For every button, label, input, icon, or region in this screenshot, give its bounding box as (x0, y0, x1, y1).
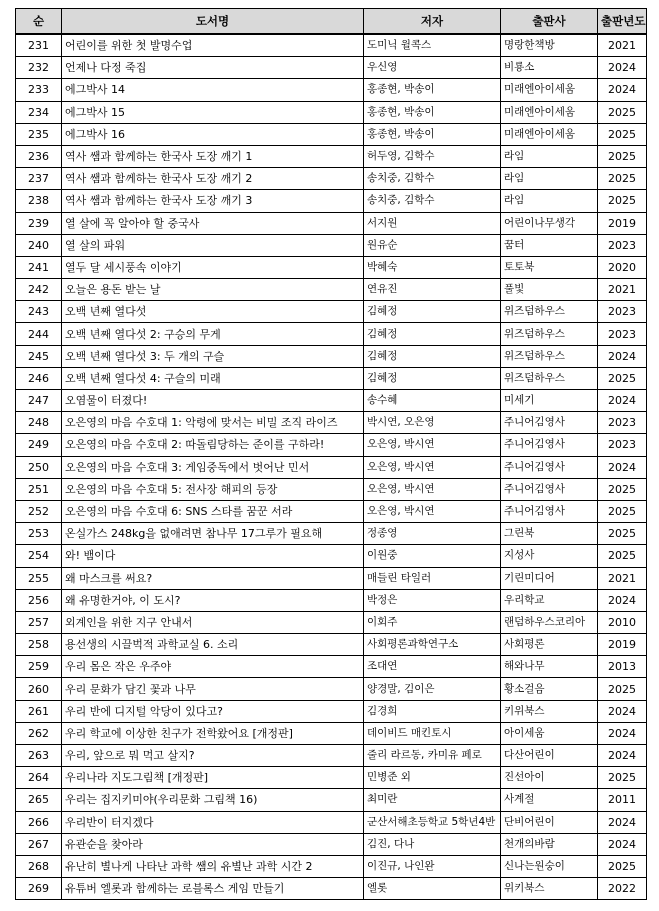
table-row (16, 634, 647, 656)
book-title: 에그박사 14 (62, 79, 364, 101)
table-row (16, 767, 647, 789)
table-row (16, 789, 647, 811)
book-title: 우리, 앞으로 뭐 먹고 살지? (62, 745, 364, 767)
book-author: 이진규, 나인완 (364, 855, 501, 877)
header-year: 출판년도 (598, 9, 647, 35)
book-author: 매들린 타일러 (364, 567, 501, 589)
book-title: 온실가스 248kg을 없애려면 참나무 17그루가 필요해 (62, 523, 364, 545)
book-author: 데이비드 매킨토시 (364, 722, 501, 744)
book-year: 2025 (598, 523, 647, 545)
row-number: 234 (16, 101, 62, 123)
book-publisher: 라임 (501, 168, 598, 190)
book-title: 오백 년째 열다섯 3: 두 개의 구슬 (62, 345, 364, 367)
row-number: 231 (16, 34, 62, 57)
book-title: 열두 달 세시풍속 이야기 (62, 256, 364, 278)
book-publisher: 비룡소 (501, 57, 598, 79)
row-number: 249 (16, 434, 62, 456)
table-row (16, 79, 647, 101)
table-row (16, 190, 647, 212)
table-row (16, 367, 647, 389)
book-author: 줄리 라르동, 카미유 페로 (364, 745, 501, 767)
row-number: 232 (16, 57, 62, 79)
row-number: 236 (16, 145, 62, 167)
book-title: 역사 쌤과 함께하는 한국사 도장 깨기 2 (62, 168, 364, 190)
book-title: 언제나 다정 죽집 (62, 57, 364, 79)
row-number: 233 (16, 79, 62, 101)
book-author: 정종영 (364, 523, 501, 545)
book-author: 오은영, 박시연 (364, 478, 501, 500)
table-row (16, 545, 647, 567)
row-number: 237 (16, 168, 62, 190)
table-row (16, 279, 647, 301)
book-title: 유튜버 엘롯과 함께하는 로블록스 게임 만들기 (62, 878, 364, 900)
book-author: 연유진 (364, 279, 501, 301)
book-author: 도미닉 윌콕스 (364, 34, 501, 57)
table-row (16, 145, 647, 167)
book-author: 허두영, 김학수 (364, 145, 501, 167)
row-number: 263 (16, 745, 62, 767)
table-row (16, 323, 647, 345)
row-number: 267 (16, 833, 62, 855)
book-publisher: 미래엔아이세움 (501, 79, 598, 101)
book-author: 김진, 다나 (364, 833, 501, 855)
book-title: 왜 마스크를 써요? (62, 567, 364, 589)
book-author: 송수혜 (364, 390, 501, 412)
table-row (16, 123, 647, 145)
book-title: 우리반이 터지겠다 (62, 811, 364, 833)
table-row (16, 168, 647, 190)
book-title: 오백 년째 열다섯 (62, 301, 364, 323)
book-author: 조대연 (364, 656, 501, 678)
book-author: 민병준 외 (364, 767, 501, 789)
table-row (16, 256, 647, 278)
book-author: 사회평론과학연구소 (364, 634, 501, 656)
table-row (16, 722, 647, 744)
row-number: 247 (16, 390, 62, 412)
book-year: 2022 (598, 878, 647, 900)
table-row (16, 345, 647, 367)
book-title: 오은영의 마음 수호대 3: 게임중독에서 벗어난 민서 (62, 456, 364, 478)
book-publisher: 미래엔아이세움 (501, 123, 598, 145)
book-publisher: 주니어김영사 (501, 456, 598, 478)
book-publisher: 위즈덤하우스 (501, 323, 598, 345)
book-publisher: 그린북 (501, 523, 598, 545)
book-year: 2024 (598, 79, 647, 101)
table-row (16, 101, 647, 123)
book-publisher: 꿈터 (501, 234, 598, 256)
table-row (16, 855, 647, 877)
row-number: 258 (16, 634, 62, 656)
book-year: 2021 (598, 567, 647, 589)
row-number: 260 (16, 678, 62, 700)
book-author: 김혜정 (364, 367, 501, 389)
book-author: 김혜정 (364, 301, 501, 323)
book-year: 2023 (598, 301, 647, 323)
header-publisher: 출판사 (501, 9, 598, 35)
book-author: 김경희 (364, 700, 501, 722)
book-title: 우리 반에 디지털 악당이 있다고? (62, 700, 364, 722)
book-author: 오은영, 박시연 (364, 434, 501, 456)
book-publisher: 단비어린이 (501, 811, 598, 833)
row-number: 242 (16, 279, 62, 301)
book-year: 2024 (598, 722, 647, 744)
table-row (16, 589, 647, 611)
book-author: 홍종현, 박송이 (364, 101, 501, 123)
row-number: 235 (16, 123, 62, 145)
row-number: 250 (16, 456, 62, 478)
table-body (16, 34, 647, 900)
row-number: 266 (16, 811, 62, 833)
table-row (16, 678, 647, 700)
book-author: 엘롯 (364, 878, 501, 900)
book-year: 2011 (598, 789, 647, 811)
book-publisher: 어린이나무생각 (501, 212, 598, 234)
book-year: 2025 (598, 101, 647, 123)
book-author: 서지원 (364, 212, 501, 234)
book-publisher: 기린미디어 (501, 567, 598, 589)
book-title: 우리나라 지도그림책 [개정판] (62, 767, 364, 789)
row-number: 240 (16, 234, 62, 256)
row-number: 246 (16, 367, 62, 389)
book-title: 열 살의 파워 (62, 234, 364, 256)
book-author: 최미란 (364, 789, 501, 811)
book-year: 2025 (598, 500, 647, 522)
header-title: 도서명 (62, 9, 364, 35)
book-year: 2024 (598, 700, 647, 722)
row-number: 252 (16, 500, 62, 522)
header-row (16, 9, 647, 35)
header-author: 저자 (364, 9, 501, 35)
book-author: 홍종현, 박송이 (364, 79, 501, 101)
book-year: 2024 (598, 589, 647, 611)
row-number: 244 (16, 323, 62, 345)
book-publisher: 위즈덤하우스 (501, 367, 598, 389)
table-row (16, 390, 647, 412)
table-row (16, 745, 647, 767)
book-year: 2021 (598, 34, 647, 57)
row-number: 256 (16, 589, 62, 611)
book-publisher: 미세기 (501, 390, 598, 412)
table-row (16, 523, 647, 545)
book-publisher: 명랑한책방 (501, 34, 598, 57)
book-title: 에그박사 15 (62, 101, 364, 123)
row-number: 238 (16, 190, 62, 212)
row-number: 255 (16, 567, 62, 589)
book-publisher: 황소걸음 (501, 678, 598, 700)
book-year: 2025 (598, 367, 647, 389)
table-row (16, 656, 647, 678)
book-year: 2010 (598, 611, 647, 633)
book-publisher: 아이세움 (501, 722, 598, 744)
book-author: 오은영, 박시연 (364, 500, 501, 522)
book-publisher: 주니어김영사 (501, 478, 598, 500)
row-number: 245 (16, 345, 62, 367)
book-publisher: 풀빛 (501, 279, 598, 301)
table-row (16, 34, 647, 57)
row-number: 259 (16, 656, 62, 678)
book-year: 2024 (598, 811, 647, 833)
book-title: 열 살에 꼭 알아야 할 중국사 (62, 212, 364, 234)
book-title: 오백 년째 열다섯 2: 구승의 무게 (62, 323, 364, 345)
book-publisher: 지성사 (501, 545, 598, 567)
book-publisher: 사계절 (501, 789, 598, 811)
table-row (16, 833, 647, 855)
book-title: 우리 문화가 담긴 꽃과 나무 (62, 678, 364, 700)
book-author: 송치중, 김학수 (364, 168, 501, 190)
book-author: 이원중 (364, 545, 501, 567)
book-author: 홍종현, 박송이 (364, 123, 501, 145)
table-row (16, 611, 647, 633)
book-year: 2024 (598, 390, 647, 412)
book-publisher: 라임 (501, 190, 598, 212)
book-year: 2024 (598, 833, 647, 855)
book-author: 김혜정 (364, 345, 501, 367)
book-title: 오은영의 마음 수호대 1: 악령에 맞서는 비밀 조직 라이즈 (62, 412, 364, 434)
table-row (16, 567, 647, 589)
table-row (16, 700, 647, 722)
book-title: 역사 쌤과 함께하는 한국사 도장 깨기 1 (62, 145, 364, 167)
table-row (16, 412, 647, 434)
book-year: 2025 (598, 123, 647, 145)
book-year: 2025 (598, 190, 647, 212)
table-row (16, 212, 647, 234)
book-year: 2025 (598, 168, 647, 190)
book-year: 2024 (598, 456, 647, 478)
book-year: 2025 (598, 145, 647, 167)
row-number: 248 (16, 412, 62, 434)
book-author: 송치중, 김학수 (364, 190, 501, 212)
book-title: 유난히 별나게 나타난 과학 쌤의 유별난 과학 시간 2 (62, 855, 364, 877)
book-title: 어린이를 위한 첫 발명수업 (62, 34, 364, 57)
book-publisher: 위즈덤하우스 (501, 301, 598, 323)
book-author: 박혜숙 (364, 256, 501, 278)
book-title: 용선생의 시끌벅적 과학교실 6. 소리 (62, 634, 364, 656)
book-year: 2025 (598, 478, 647, 500)
book-author: 박시연, 오은영 (364, 412, 501, 434)
row-number: 265 (16, 789, 62, 811)
book-year: 2021 (598, 279, 647, 301)
book-title: 오염물이 터졌다! (62, 390, 364, 412)
book-table (15, 8, 647, 900)
book-year: 2023 (598, 434, 647, 456)
book-year: 2023 (598, 412, 647, 434)
book-title: 역사 쌤과 함께하는 한국사 도장 깨기 3 (62, 190, 364, 212)
book-title: 우리 학교에 이상한 친구가 전학왔어요 [개정판] (62, 722, 364, 744)
book-year: 2024 (598, 345, 647, 367)
book-author: 오은영, 박시연 (364, 456, 501, 478)
book-publisher: 우리학교 (501, 589, 598, 611)
book-title: 오백 년째 열다섯 4: 구슬의 미래 (62, 367, 364, 389)
book-year: 2019 (598, 634, 647, 656)
row-number: 253 (16, 523, 62, 545)
table-row (16, 301, 647, 323)
row-number: 268 (16, 855, 62, 877)
book-year: 2020 (598, 256, 647, 278)
book-author: 박정은 (364, 589, 501, 611)
book-year: 2025 (598, 678, 647, 700)
book-author: 양경말, 김이은 (364, 678, 501, 700)
row-number: 269 (16, 878, 62, 900)
book-year: 2023 (598, 323, 647, 345)
book-year: 2013 (598, 656, 647, 678)
book-year: 2025 (598, 855, 647, 877)
book-publisher: 사회평론 (501, 634, 598, 656)
book-publisher: 주니어김영사 (501, 412, 598, 434)
book-publisher: 다산어린이 (501, 745, 598, 767)
book-author: 이회주 (364, 611, 501, 633)
book-title: 우리 몸은 작은 우주야 (62, 656, 364, 678)
table-row (16, 811, 647, 833)
book-publisher: 위즈덤하우스 (501, 345, 598, 367)
table-row (16, 57, 647, 79)
book-title: 오은영의 마음 수호대 6: SNS 스타를 꿈꾼 서라 (62, 500, 364, 522)
table-row (16, 878, 647, 900)
book-title: 에그박사 16 (62, 123, 364, 145)
book-title: 오늘은 용돈 받는 날 (62, 279, 364, 301)
book-title: 유관순을 찾아라 (62, 833, 364, 855)
book-author: 우신영 (364, 57, 501, 79)
row-number: 243 (16, 301, 62, 323)
book-publisher: 토토북 (501, 256, 598, 278)
book-list-sheet (15, 8, 647, 900)
book-title: 오은영의 마음 수호대 5: 전사장 해피의 등장 (62, 478, 364, 500)
table-row (16, 234, 647, 256)
row-number: 251 (16, 478, 62, 500)
row-number: 241 (16, 256, 62, 278)
book-year: 2024 (598, 745, 647, 767)
book-publisher: 주니어김영사 (501, 500, 598, 522)
table-row (16, 456, 647, 478)
book-title: 우리는 집지키미야(우리문화 그림책 16) (62, 789, 364, 811)
book-publisher: 주니어김영사 (501, 434, 598, 456)
book-publisher: 천개의바람 (501, 833, 598, 855)
book-publisher: 라임 (501, 145, 598, 167)
row-number: 254 (16, 545, 62, 567)
table-row (16, 478, 647, 500)
book-author: 김혜정 (364, 323, 501, 345)
book-title: 왜 유명한거야, 이 도시? (62, 589, 364, 611)
row-number: 264 (16, 767, 62, 789)
header-number: 순 (16, 9, 62, 35)
book-title: 외계인을 위한 지구 안내서 (62, 611, 364, 633)
book-publisher: 위키북스 (501, 878, 598, 900)
book-publisher: 진선아이 (501, 767, 598, 789)
row-number: 257 (16, 611, 62, 633)
book-publisher: 해와나무 (501, 656, 598, 678)
book-year: 2025 (598, 767, 647, 789)
row-number: 262 (16, 722, 62, 744)
book-publisher: 신나는원숭이 (501, 855, 598, 877)
book-publisher: 미래엔아이세움 (501, 101, 598, 123)
row-number: 239 (16, 212, 62, 234)
book-title: 와! 뱀이다 (62, 545, 364, 567)
book-publisher: 랜덤하우스코리아 (501, 611, 598, 633)
book-year: 2024 (598, 57, 647, 79)
book-publisher: 키위북스 (501, 700, 598, 722)
table-row (16, 434, 647, 456)
book-year: 2025 (598, 545, 647, 567)
book-title: 오은영의 마음 수호대 2: 따돌림당하는 준이를 구하라! (62, 434, 364, 456)
book-year: 2019 (598, 212, 647, 234)
table-row (16, 500, 647, 522)
book-author: 원유순 (364, 234, 501, 256)
book-author: 군산서해초등학교 5학년4반 (364, 811, 501, 833)
book-year: 2023 (598, 234, 647, 256)
row-number: 261 (16, 700, 62, 722)
